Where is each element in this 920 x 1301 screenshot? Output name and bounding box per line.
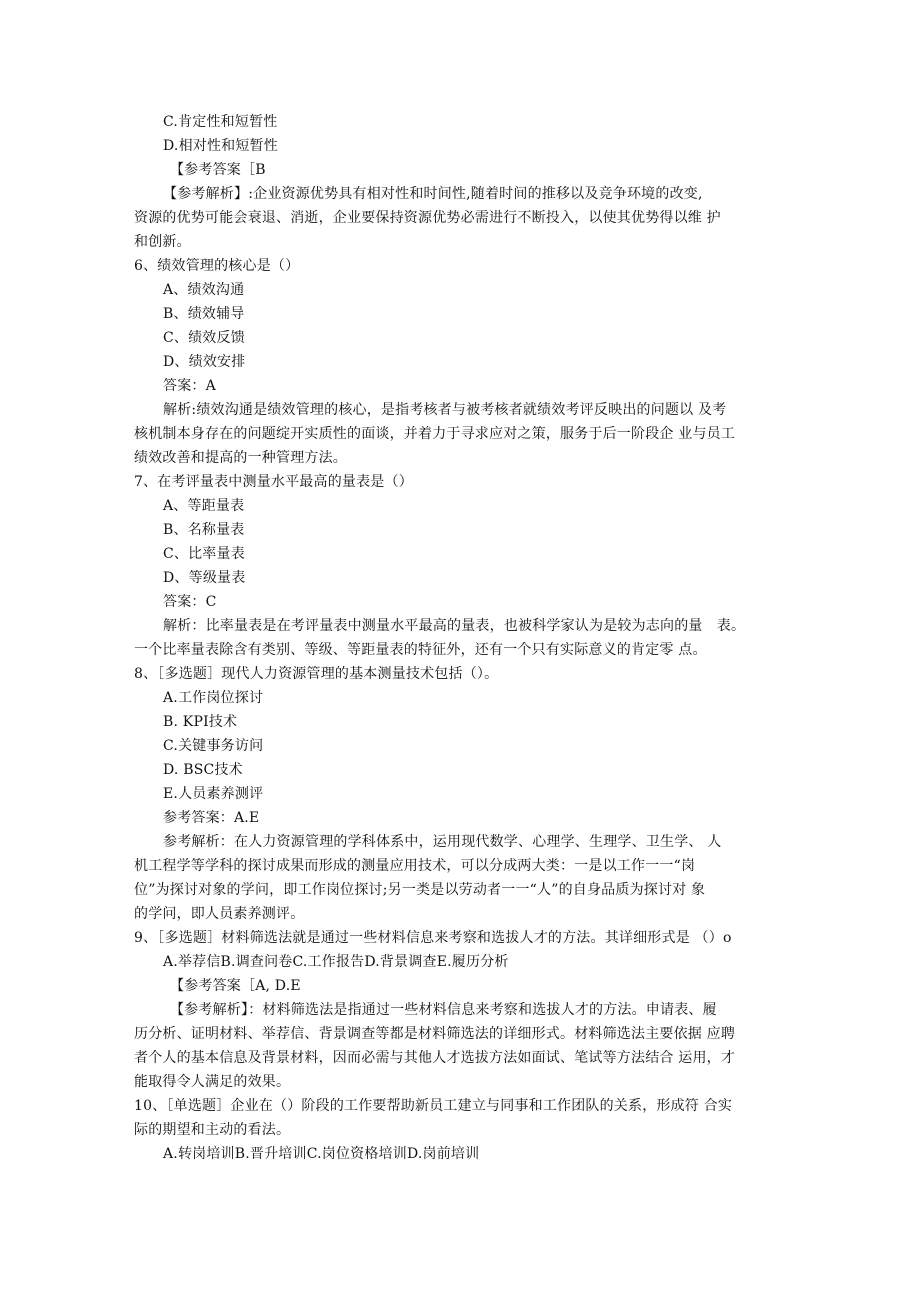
- option-7d: D、等级量表: [163, 570, 246, 586]
- explanation-6-line-2: 核机制本身存在的问题绽开实质性的面谈，并着力于寻求应对之策，服务于后一阶段企 业与员工: [134, 426, 736, 442]
- option-8e: E.人员素养测评: [163, 786, 264, 802]
- question-10-line-1: 10、［单选题］企业在（）阶段的工作要帮助新员工建立与同事和工作团队的关系，形成符 合实: [134, 1098, 733, 1114]
- explanation-8-line-3: 位”为探讨对象的学问，即工作岗位探讨;另一类是以劳动者一一“人”的自身品质为探讨对 象: [134, 882, 706, 898]
- option-6c: C、绩效反馈: [163, 330, 245, 346]
- answer-6: 答案：A: [163, 378, 216, 394]
- option-8a: A.工作岗位探讨: [163, 690, 264, 706]
- option-8d: D. BSC技术: [163, 762, 243, 778]
- option-6b: B、绩效辅导: [163, 306, 245, 322]
- explanation-5-line-2: 资源的优势可能会衰退、消逝，企业要保持资源优势必需进行不断投入，以使其优势得以维 护: [134, 210, 721, 226]
- answer-7: 答案：C: [163, 594, 217, 610]
- question-7: 7、在考评量表中测量水平最高的量表是（）: [134, 474, 413, 490]
- explanation-6-line-1: 解析:绩效沟通是绩效管理的核心，是指考核者与被考核者就绩效考评反映出的问题以 及考: [163, 402, 727, 418]
- explanation-8-line-4: 的学问，即人员素养测评。: [134, 906, 305, 922]
- explanation-7-line-2: 一个比率量表除含有类别、等级、等距量表的特征外，还有一个只有实际意义的肯定零 点。: [134, 642, 707, 658]
- option-5c: C.肯定性和短暂性: [163, 114, 278, 130]
- explanation-9-line-2: 历分析、证明材料、举荐信、背景调查等都是材料筛选法的详细形式。材料筛选法主要依据 应聘: [134, 1026, 736, 1042]
- option-7c: C、比率量表: [163, 546, 245, 562]
- question-6: 6、绩效管理的核心是（）: [134, 258, 300, 274]
- explanation-6-line-3: 绩效改善和提高的一种管理方法。: [134, 450, 347, 466]
- question-10-line-2: 际的期望和主动的看法。: [134, 1122, 291, 1138]
- explanation-8-line-2: 机工程学等学科的探讨成果而形成的测量应用技术，可以分成两大类：一是以工作一一“岗: [134, 858, 696, 874]
- explanation-5-line-1: 【参考解析】:企业资源优势具有相对性和时间性,随着时间的推移以及竞争环境的改变,: [163, 186, 703, 202]
- explanation-9-line-4: 能取得令人满足的效果。: [134, 1074, 291, 1090]
- explanation-5-line-3: 和创新。: [134, 234, 191, 250]
- answer-5: 【参考答案［B: [170, 162, 266, 178]
- option-6a: A、绩效沟通: [163, 282, 245, 298]
- option-7b: B、名称量表: [163, 522, 245, 538]
- option-7a: A、等距量表: [163, 498, 245, 514]
- answer-9: 【参考答案［A, D.E: [170, 978, 301, 994]
- question-8: 8、［多选题］现代人力资源管理的基本测量技术包括（）。: [134, 666, 499, 682]
- explanation-9-line-3: 者个人的基本信息及背景材料，因而必需与其他人才选拔方法如面试、笔试等方法结合 运用，才: [134, 1050, 736, 1066]
- options-9: A.举荐信B.调查问卷C.工作报告D.背景调查E.履历分析: [163, 954, 509, 970]
- explanation-9-line-1: 【参考解析】：材料筛选法是指通过一些材料信息来考察和选拔人才的方法。申请表、履: [170, 1002, 717, 1018]
- question-9: 9、［多选题］材料筛选法就是通过一些材料信息来考察和选拔人才的方法。其详细形式是 （）o: [134, 930, 732, 946]
- answer-8: 参考答案：A.E: [163, 810, 260, 826]
- option-5d: D.相对性和短暂性: [163, 138, 278, 154]
- option-8b: B. KPI技术: [163, 714, 238, 730]
- option-8c: C.关键事务访问: [163, 738, 264, 754]
- options-10: A.转岗培训B.晋升培训C.岗位资格培训D.岗前培训: [163, 1146, 480, 1162]
- option-6d: D、绩效安排: [163, 354, 246, 370]
- explanation-7-line-1: 解析：比率量表是在考评量表中测量水平最高的量表，也被科学家认为是较为志向的量 表。: [163, 618, 746, 634]
- explanation-8-line-1: 参考解析：在人力资源管理的学科体系中，运用现代数学、心理学、生理学、卫生学、 人: [163, 834, 722, 850]
